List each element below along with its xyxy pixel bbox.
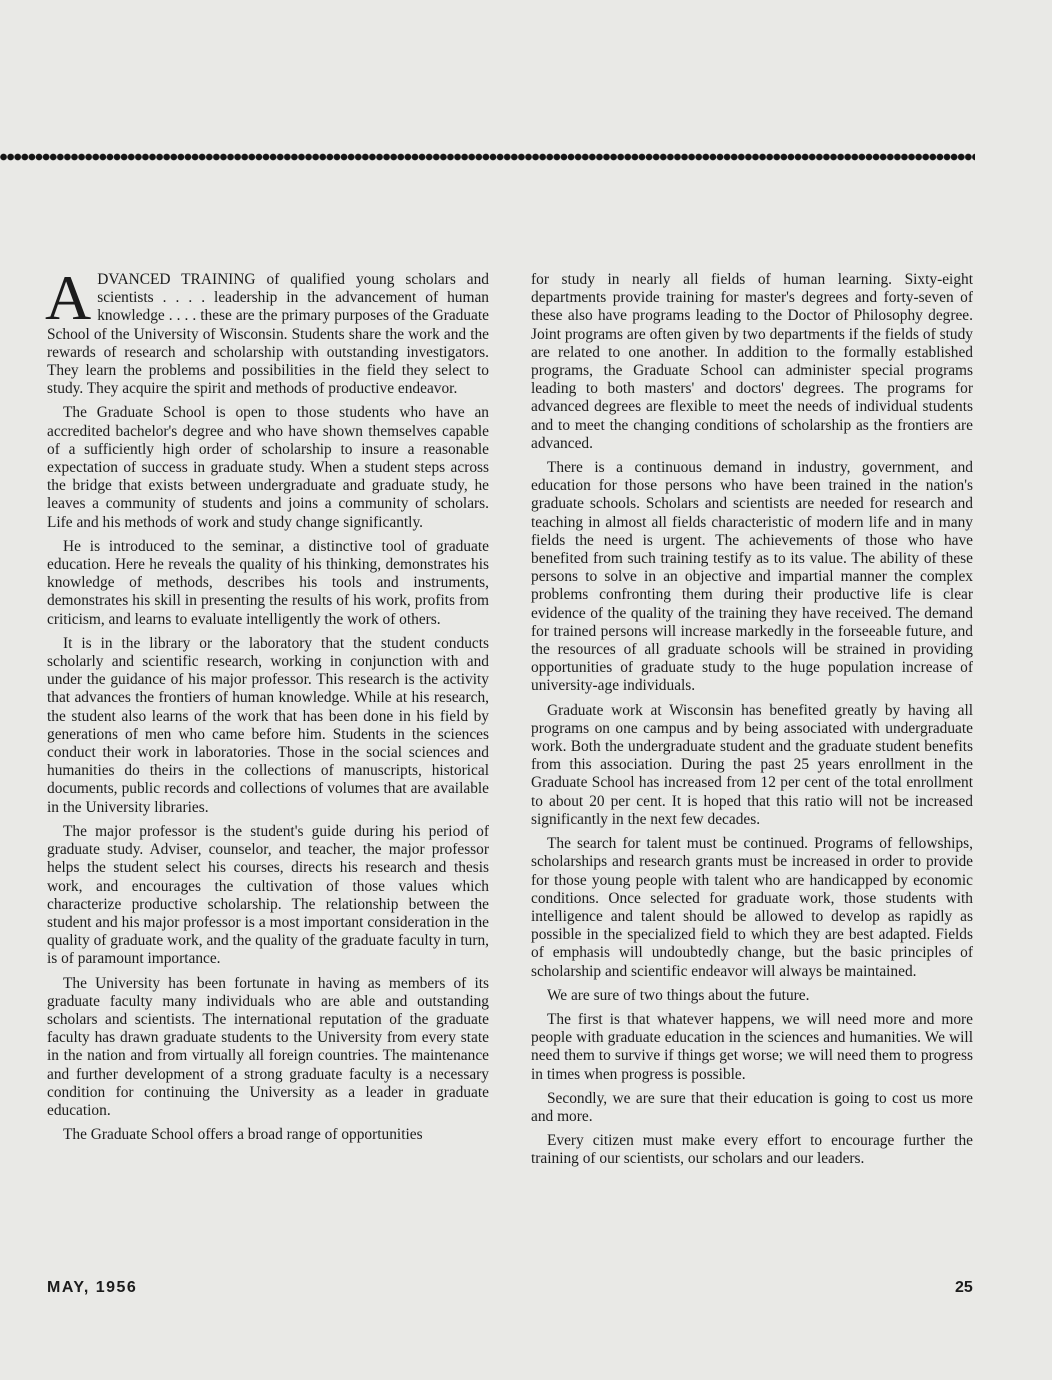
right-paragraph-2: There is a continuous demand in industry, government, and education for those persons who have been trained in the nation's graduate schools. Scholars and scientists are needed for research and teaching in almost all fields characteristic of modern life and in many fields the need is urgent. The achievements of those who have benefited from such training testify as to its value. The ability of these persons to solve in an objective and impartial manner the complex problems confronting them during their productive life is clear evidence of the quality of the training they have received. The demand for trained persons will increase markedly in the forseeable future, and the resources of all graduate schools will be strained in providing opportunities of graduate study to the huge population increase of university-age individuals. (531, 459, 973, 695)
right-column (531, 271, 973, 1175)
right-paragraph-7: Secondly, we are sure that their education is going to cost us more and more. (531, 1089, 973, 1125)
page-number: 25 (955, 1279, 973, 1296)
left-paragraph-1: ADVANCED TRAINING of qualified young scholars and scientists . . . . leadership in the advancement of human knowledge . . . . these are the primary purposes of the Graduate School of the University of Wisconsin. Students share the work and the rewards of research and scholarship with outstanding investigators. They learn the problems and possibilities in the field they select to study. They acquire the spirit and methods of productive endeavor. (45, 262, 489, 398)
left-paragraph-5: The major professor is the student's guide during his period of graduate study. Adviser, counselor, and teacher, the major professor helps the student select his courses, directs his research and thesis work, and encourages the cultivation of those values which characterize productive scholarship. The relationship between the student and his major professor is a most important consideration in the quality of graduate work, and the quality of the graduate faculty in turn, is of paramount importance. (47, 822, 489, 968)
left-paragraph-4: It is in the library or the laboratory that the student conducts scholarly and scientific research, working in conjunction with and under the guidance of his major professor. This research is the activity that advances the frontiers of human knowledge. While at his research, the student also learns of the work that has been done in his field by generations of men who came before him. Students in the sciences conduct their work in laboratories. Those in the social sciences and humanities do theirs in the collections of manuscripts, historical documents, public records and collections of volumes that are available in the University libraries. (47, 634, 489, 816)
left-paragraph-6: The University has been fortunate in having as members of its graduate faculty many individuals who are able and outstanding scholars and scientists. The international reputation of the graduate faculty has drawn graduate students to the University from every state in the nation and from virtually all foreign countries. The maintenance and further development of a strong graduate faculty is a necessary condition for continuing the University as a leader in graduate education. (47, 974, 489, 1119)
right-paragraph-8: Every citizen must make every effort to encourage further the training of our scientists, our scholars and our leaders. (531, 1132, 973, 1168)
drop-cap: A (45, 262, 92, 333)
left-paragraph-2: The Graduate School is open to those students who have an accredited bachelor's degree and who have shown themselves capable of a sufficiently high order of scholarship to insure a reasonable expectation of success in graduate study. When a student steps across the bridge that exists between undergraduate and graduate study, he leaves a community of students and joins a community of scholars. Life and his methods of work and study change significantly. (47, 404, 489, 531)
right-paragraph-6: The first is that whatever happens, we will need more and more people with graduate education in the sciences and humanities. We will need them to survive if things get worse; we will need them to progress in times when progress is possible. (531, 1010, 973, 1083)
left-paragraph-7: The Graduate School offers a broad range of opportunities (63, 1126, 423, 1144)
dotted-rule (0, 152, 975, 162)
issue-date: MAY, 1956 (47, 1279, 138, 1296)
left-paragraph-3: He is introduced to the seminar, a distinctive tool of graduate education. Here he reveals the quality of his thinking, demonstrates his knowledge of methods, describes his tools and instruments, demonstrates his skill in presenting the results of his work, profits from criticism, and learns to evaluate intelligently the work of others. (47, 537, 489, 628)
right-paragraph-1: for study in nearly all fields of human learning. Sixty-eight departments provide training for master's degrees and forty-seven of these also have programs leading to the Doctor of Philosophy degree. Joint programs are often given by two departments if the fields of study are related to one another. In addition to the formally established programs, the Graduate School can administer special programs leading to both masters' and doctors' degrees. The programs for advanced degrees are flexible to meet the needs of individual students and to meet the changing conditions of scholarship as the frontiers are advanced. (531, 271, 973, 452)
right-paragraph-3: Graduate work at Wisconsin has benefited greatly by having all programs on one campus and by being associated with undergraduate work. Both the undergraduate student and the graduate student benefits from this association. During the past 25 years enrollment in the Graduate School has increased from 12 per cent of the total enrollment to about 20 per cent. It is hoped that this ratio will not be increased significantly in the next few decades. (531, 701, 973, 828)
right-paragraph-5: We are sure of two things about the future. (547, 986, 810, 1004)
right-paragraph-4: The search for talent must be continued. Programs of fellowships, scholarships and research grants must be increased in order to provide for those young people with talent who are handicapped by economic conditions. Once selected for graduate work, those students with intelligence and talent should be allowed to develop as rapidly as possible in the specialized field to which they are best adapted. Fields of emphasis will undoubtedly change, but the basic principles of scholarship and scientific endeavor will always be maintained. (531, 835, 973, 980)
left-column (45, 262, 489, 1150)
